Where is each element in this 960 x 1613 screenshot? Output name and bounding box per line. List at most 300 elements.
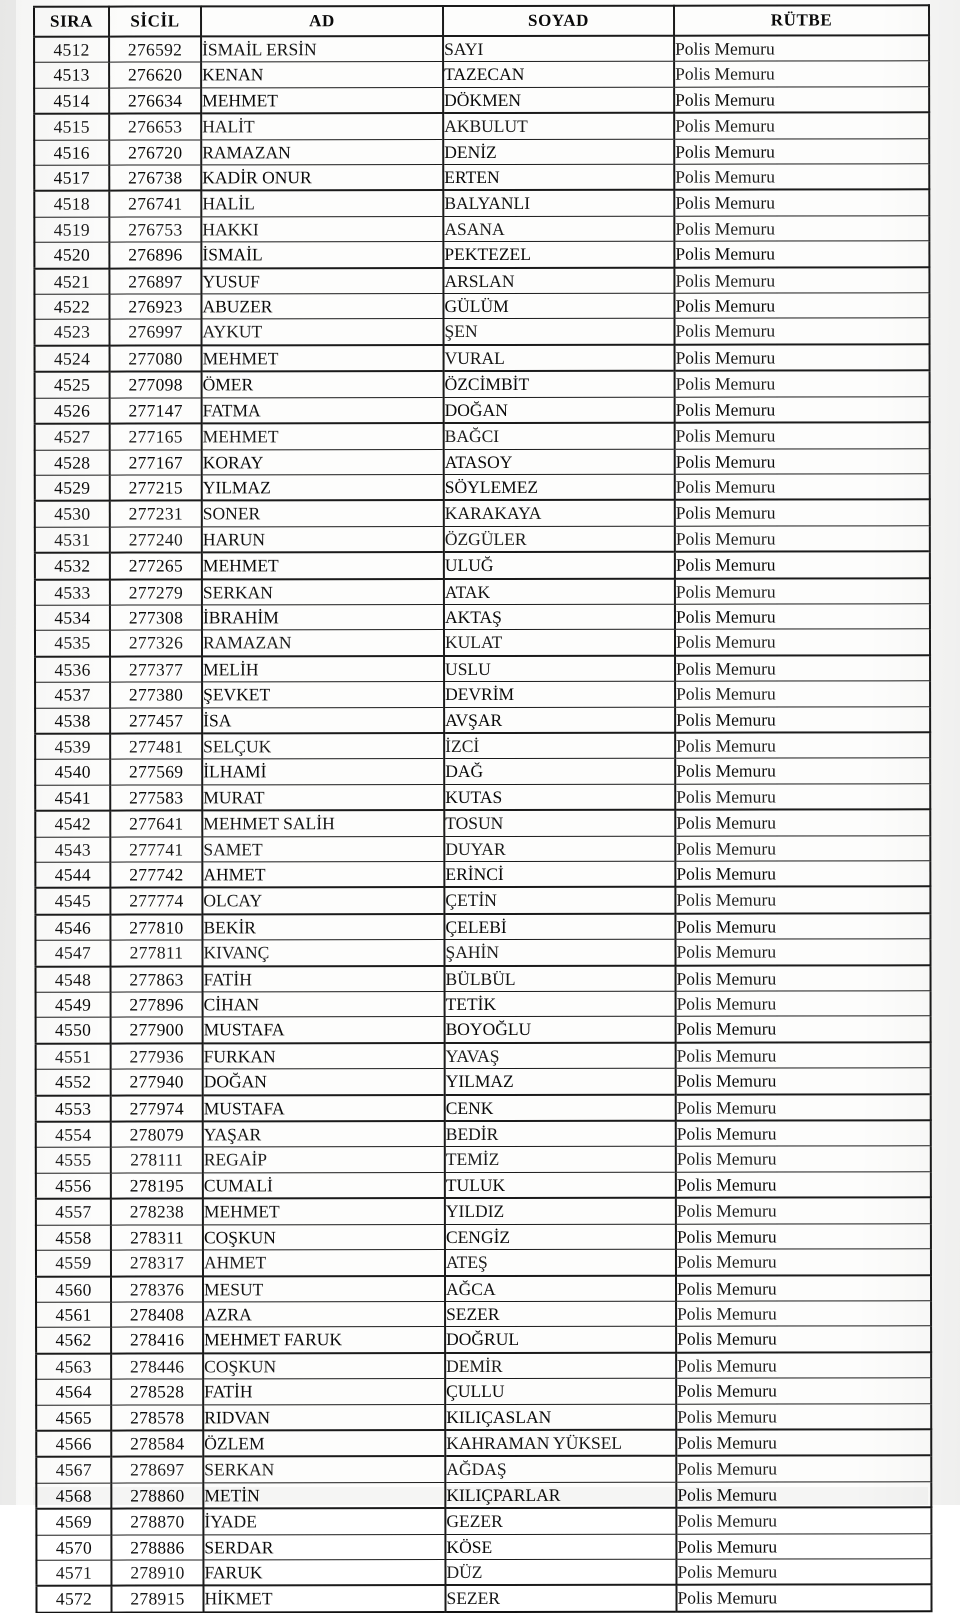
cell-ad: MEHMET [202, 423, 444, 449]
table-row [35, 861, 930, 888]
column-header-rutbe: RÜTBE [674, 5, 929, 35]
table-row [36, 1378, 931, 1405]
table-row [36, 1429, 931, 1457]
cell-sira: 4564 [36, 1379, 111, 1405]
cell-ad: İLHAMİ [202, 759, 444, 785]
cell-soyad: KILIÇPARLAR [445, 1482, 676, 1508]
cell-sira: 4515 [34, 114, 109, 140]
cell-sicil: 277569 [110, 759, 202, 785]
cell-rutbe: Polis Memuru [674, 267, 929, 293]
cell-sicil: 278446 [111, 1353, 203, 1379]
table-row [36, 1456, 931, 1483]
cell-rutbe: Polis Memuru [675, 474, 930, 500]
cell-sira: 4516 [34, 140, 109, 166]
cell-sira: 4572 [36, 1586, 111, 1613]
cell-ad: SERKAN [202, 579, 444, 605]
cell-rutbe: Polis Memuru [674, 87, 929, 113]
cell-ad: MESUT [203, 1276, 445, 1302]
cell-ad: DOĞAN [203, 1069, 445, 1095]
cell-rutbe: Polis Memuru [675, 913, 930, 939]
cell-rutbe: Polis Memuru [675, 604, 930, 630]
cell-rutbe: Polis Memuru [675, 371, 930, 397]
cell-ad: İSMAİL ERSİN [201, 36, 443, 62]
table-row [35, 578, 930, 605]
cell-soyad: TULUK [445, 1172, 676, 1198]
cell-ad: SAMET [202, 836, 444, 862]
cell-rutbe: Polis Memuru [675, 732, 930, 758]
cell-rutbe: Polis Memuru [675, 706, 930, 732]
cell-sira: 4568 [36, 1483, 111, 1509]
cell-rutbe: Polis Memuru [676, 1042, 931, 1068]
cell-soyad: DENİZ [443, 139, 674, 165]
cell-soyad: TEMİZ [445, 1147, 676, 1173]
cell-rutbe: Polis Memuru [676, 1533, 931, 1559]
cell-sicil: 276741 [109, 191, 201, 217]
cell-ad: REGAİP [203, 1147, 445, 1173]
cell-sicil: 278697 [111, 1457, 203, 1483]
table-row [36, 1507, 931, 1534]
cell-ad: MEHMET [203, 1198, 445, 1224]
cell-rutbe: Polis Memuru [676, 965, 931, 991]
table-row [35, 500, 930, 527]
cell-rutbe: Polis Memuru [676, 1249, 931, 1275]
cell-ad: ABUZER [201, 294, 443, 320]
cell-soyad: TOSUN [444, 810, 675, 836]
cell-sicil: 277165 [110, 424, 202, 450]
cell-soyad: ASANA [443, 216, 674, 242]
table-row [35, 758, 930, 785]
cell-sira: 4518 [34, 191, 109, 217]
cell-sicil: 278238 [111, 1199, 203, 1225]
cell-ad: HAKKI [201, 216, 443, 242]
cell-soyad: KILIÇASLAN [445, 1404, 676, 1430]
cell-sicil: 277308 [110, 605, 202, 631]
cell-sira: 4567 [36, 1457, 111, 1483]
cell-ad: MEHMET FARUK [203, 1327, 445, 1353]
cell-soyad: VURAL [444, 345, 675, 372]
cell-ad: RIDVAN [203, 1404, 445, 1430]
table-row [34, 138, 929, 165]
cell-soyad: AKTAŞ [444, 604, 675, 630]
cell-rutbe: Polis Memuru [676, 1120, 931, 1146]
table-row [34, 267, 929, 294]
table-row [35, 474, 930, 501]
table-row [34, 293, 929, 320]
table-row [36, 1326, 931, 1353]
table-row [34, 190, 929, 217]
cell-rutbe: Polis Memuru [675, 861, 930, 887]
cell-ad: FARUK [203, 1560, 445, 1586]
table-row [36, 1198, 931, 1225]
cell-sicil: 278079 [111, 1122, 203, 1148]
header-row [34, 5, 929, 36]
cell-soyad: DÖKMEN [443, 87, 674, 113]
cell-rutbe: Polis Memuru [676, 1172, 931, 1198]
cell-rutbe: Polis Memuru [675, 681, 930, 707]
cell-sicil: 278578 [111, 1404, 203, 1430]
table-row [34, 318, 929, 345]
cell-soyad: DÜZ [445, 1559, 676, 1585]
cell-soyad: DOĞRUL [445, 1327, 676, 1353]
cell-sira: 4538 [35, 708, 110, 734]
cell-sira: 4519 [34, 217, 109, 243]
cell-soyad: AKBULUT [443, 113, 674, 139]
cell-sira: 4548 [36, 966, 111, 992]
cell-ad: MEHMET [202, 552, 444, 579]
table-row [36, 1275, 931, 1302]
cell-sira: 4524 [35, 345, 110, 372]
cell-ad: RAMAZAN [201, 139, 443, 165]
cell-rutbe: Polis Memuru [675, 629, 930, 655]
cell-sicil: 278408 [111, 1302, 203, 1328]
table-row [36, 1352, 931, 1379]
cell-soyad: ATEŞ [445, 1249, 676, 1275]
table-row [36, 1559, 931, 1586]
cell-sira: 4560 [36, 1276, 111, 1302]
cell-sira: 4517 [34, 165, 109, 191]
cell-soyad: DAĞ [444, 759, 675, 785]
cell-ad: AHMET [203, 1250, 445, 1276]
cell-ad: COŞKUN [203, 1224, 445, 1250]
table-row [35, 706, 930, 733]
cell-sira: 4559 [36, 1250, 111, 1276]
cell-soyad: ÇELEBİ [444, 914, 675, 940]
cell-soyad: SEZER [445, 1585, 676, 1612]
cell-sira: 4558 [36, 1225, 111, 1251]
cell-sicil: 277774 [110, 888, 202, 915]
cell-rutbe: Polis Memuru [675, 655, 930, 681]
cell-sicil: 277900 [111, 1017, 203, 1043]
cell-soyad: DEVRİM [444, 681, 675, 707]
cell-sicil: 276753 [109, 217, 201, 243]
cell-soyad: BAĞCI [444, 423, 675, 449]
cell-sicil: 277863 [111, 966, 203, 992]
cell-sicil: 276720 [109, 140, 201, 166]
table-row [36, 1146, 931, 1173]
cell-sira: 4512 [34, 37, 109, 63]
cell-sicil: 277279 [110, 579, 202, 605]
cell-sira: 4550 [36, 1018, 111, 1044]
cell-rutbe: Polis Memuru [675, 758, 930, 784]
cell-sicil: 276738 [109, 165, 201, 191]
cell-sira: 4555 [36, 1148, 111, 1174]
cell-soyad: ERİNCİ [444, 861, 675, 887]
cell-soyad: ŞEN [443, 319, 674, 345]
cell-soyad: BALYANLI [443, 190, 674, 216]
cell-sira: 4554 [36, 1122, 111, 1148]
table-row [35, 887, 930, 915]
cell-sicil: 278376 [111, 1276, 203, 1302]
cell-rutbe: Polis Memuru [674, 113, 929, 139]
cell-sira: 4526 [35, 398, 110, 424]
table-row [36, 1120, 931, 1147]
cell-ad: MUSTAFA [203, 1095, 445, 1122]
cell-soyad: SÖYLEMEZ [444, 474, 675, 500]
cell-sicil: 277641 [110, 811, 202, 837]
table-row [36, 1301, 931, 1328]
cell-rutbe: Polis Memuru [674, 164, 929, 190]
table-row [35, 784, 930, 811]
cell-rutbe: Polis Memuru [675, 344, 930, 371]
cell-ad: MEHMET [202, 345, 444, 372]
cell-sira: 4552 [36, 1069, 111, 1095]
cell-sicil: 278311 [111, 1225, 203, 1251]
cell-ad: YAŞAR [203, 1121, 445, 1147]
cell-sicil: 277080 [110, 345, 202, 372]
cell-sicil: 276897 [109, 268, 201, 294]
cell-ad: CUMALİ [203, 1172, 445, 1198]
table-row [35, 629, 930, 656]
cell-ad: HARUN [202, 526, 444, 552]
cell-soyad: BÜLBÜL [445, 965, 676, 991]
personnel-roster-table [33, 4, 933, 1613]
cell-ad: HALİL [201, 190, 443, 216]
table-row [34, 113, 929, 140]
cell-ad: MURAT [202, 784, 444, 810]
cell-rutbe: Polis Memuru [674, 138, 929, 164]
cell-sicil: 276896 [109, 242, 201, 268]
cell-ad: SERDAR [203, 1534, 445, 1560]
cell-ad: KORAY [202, 449, 444, 475]
cell-sira: 4529 [35, 475, 110, 501]
cell-sicil: 278915 [111, 1586, 203, 1613]
cell-sira: 4539 [35, 734, 110, 760]
cell-rutbe: Polis Memuru [676, 1507, 931, 1533]
cell-sicil: 277377 [110, 656, 202, 682]
cell-sicil: 277742 [110, 862, 202, 888]
cell-sicil: 277380 [110, 682, 202, 708]
cell-soyad: YILMAZ [445, 1068, 676, 1094]
cell-sicil: 277896 [111, 992, 203, 1018]
cell-sicil: 278195 [111, 1173, 203, 1199]
cell-rutbe: Polis Memuru [674, 216, 929, 242]
cell-sira: 4533 [35, 579, 110, 605]
cell-ad: İSMAİL [201, 242, 443, 268]
cell-rutbe: Polis Memuru [675, 422, 930, 448]
cell-rutbe: Polis Memuru [676, 1352, 931, 1378]
table-row [35, 344, 930, 372]
cell-ad: OLCAY [202, 887, 444, 914]
cell-sira: 4537 [35, 682, 110, 708]
cell-sira: 4534 [35, 605, 110, 631]
cell-soyad: CENGİZ [445, 1224, 676, 1250]
cell-ad: YUSUF [201, 268, 443, 294]
cell-soyad: ULUĞ [444, 552, 675, 579]
column-header-sicil: SİCİL [109, 6, 201, 36]
cell-ad: KADİR ONUR [201, 165, 443, 191]
cell-ad: RAMAZAN [202, 630, 444, 656]
cell-rutbe: Polis Memuru [675, 784, 930, 810]
cell-sicil: 276634 [109, 88, 201, 114]
roster-table-container [33, 4, 931, 1613]
cell-sira: 4514 [34, 88, 109, 114]
cell-sicil: 277167 [110, 449, 202, 475]
table-row [36, 1042, 931, 1069]
cell-ad: FATİH [203, 1379, 445, 1405]
cell-soyad: SEZER [445, 1301, 676, 1327]
cell-rutbe: Polis Memuru [676, 1146, 931, 1172]
column-header-soyad: SOYAD [443, 6, 674, 36]
cell-ad: KIVANÇ [202, 940, 444, 966]
cell-ad: SERKAN [203, 1456, 445, 1482]
cell-ad: SELÇUK [202, 733, 444, 759]
cell-soyad: BOYOĞLU [445, 1017, 676, 1043]
cell-sira: 4535 [35, 630, 110, 656]
cell-sicil: 277215 [110, 475, 202, 501]
cell-sira: 4527 [35, 424, 110, 450]
cell-sicil: 278416 [111, 1327, 203, 1353]
cell-soyad: ERTEN [443, 164, 674, 190]
cell-sicil: 277240 [110, 527, 202, 553]
cell-sira: 4532 [35, 553, 110, 580]
cell-sicil: 277940 [111, 1069, 203, 1095]
table-row [35, 732, 930, 759]
cell-ad: YILMAZ [202, 474, 444, 500]
cell-soyad: ATASOY [444, 449, 675, 475]
cell-rutbe: Polis Memuru [676, 1198, 931, 1224]
cell-sira: 4565 [36, 1405, 111, 1431]
cell-rutbe: Polis Memuru [676, 1482, 931, 1508]
cell-sira: 4542 [35, 811, 110, 837]
cell-sira: 4530 [35, 501, 110, 527]
cell-sira: 4566 [36, 1431, 111, 1458]
cell-sicil: 278910 [111, 1560, 203, 1586]
cell-sira: 4522 [34, 294, 109, 320]
cell-soyad: DOĞAN [444, 397, 675, 423]
table-row [35, 809, 930, 836]
cell-sira: 4540 [35, 759, 110, 785]
cell-soyad: KAHRAMAN YÜKSEL [445, 1430, 676, 1457]
cell-sicil: 278860 [111, 1483, 203, 1509]
table-row [36, 1249, 931, 1276]
cell-sira: 4546 [35, 914, 110, 940]
cell-rutbe: Polis Memuru [675, 551, 930, 578]
cell-soyad: BEDİR [445, 1121, 676, 1147]
cell-rutbe: Polis Memuru [676, 1301, 931, 1327]
cell-ad: KENAN [201, 62, 443, 88]
cell-rutbe: Polis Memuru [676, 1275, 931, 1301]
cell-rutbe: Polis Memuru [676, 1016, 931, 1042]
cell-soyad: USLU [444, 655, 675, 681]
cell-ad: FURKAN [203, 1043, 445, 1069]
cell-rutbe: Polis Memuru [674, 61, 929, 87]
cell-sicil: 276923 [109, 294, 201, 320]
table-row [36, 1403, 931, 1430]
cell-sira: 4553 [36, 1095, 111, 1122]
cell-soyad: İZCİ [444, 733, 675, 759]
cell-rutbe: Polis Memuru [675, 448, 930, 474]
cell-soyad: PEKTEZEL [443, 241, 674, 267]
cell-soyad: KARAKAYA [444, 500, 675, 526]
cell-rutbe: Polis Memuru [674, 318, 929, 344]
table-body [34, 35, 931, 1612]
cell-rutbe: Polis Memuru [675, 835, 930, 861]
cell-soyad: DEMİR [445, 1352, 676, 1378]
cell-rutbe: Polis Memuru [676, 1378, 931, 1404]
cell-ad: SONER [202, 500, 444, 526]
table-row [35, 448, 930, 475]
cell-soyad: AĞDAŞ [445, 1456, 676, 1482]
cell-soyad: ÇULLU [445, 1378, 676, 1404]
cell-sira: 4520 [34, 242, 109, 268]
cell-rutbe: Polis Memuru [676, 991, 931, 1017]
cell-sira: 4549 [36, 992, 111, 1018]
cell-sicil: 278870 [111, 1509, 203, 1535]
cell-rutbe: Polis Memuru [676, 1094, 931, 1121]
cell-rutbe: Polis Memuru [675, 526, 930, 552]
table-row [36, 1585, 931, 1613]
table-row [35, 396, 930, 423]
cell-soyad: AĞCA [445, 1275, 676, 1301]
cell-ad: FATİH [203, 966, 445, 992]
table-row [34, 35, 929, 62]
cell-rutbe: Polis Memuru [676, 1403, 931, 1429]
cell-ad: ÖMER [202, 371, 444, 397]
table-row [34, 61, 929, 88]
table-header [34, 5, 929, 36]
cell-soyad: GEZER [445, 1508, 676, 1534]
cell-sira: 4561 [36, 1302, 111, 1328]
cell-rutbe: Polis Memuru [676, 1429, 931, 1456]
cell-sicil: 278886 [111, 1534, 203, 1560]
cell-rutbe: Polis Memuru [675, 396, 930, 422]
column-header-sira: SIRA [34, 7, 109, 37]
table-row [34, 87, 929, 114]
cell-soyad: DUYAR [444, 836, 675, 862]
cell-sira: 4543 [35, 837, 110, 863]
cell-soyad: TETİK [445, 991, 676, 1017]
cell-sira: 4547 [35, 940, 110, 966]
cell-ad: İSA [202, 707, 444, 733]
table-row [35, 655, 930, 682]
cell-sicil: 277098 [110, 372, 202, 398]
cell-soyad: YAVAŞ [445, 1043, 676, 1069]
column-header-ad: AD [201, 6, 443, 36]
cell-sicil: 276997 [109, 319, 201, 345]
cell-rutbe: Polis Memuru [674, 241, 929, 267]
cell-ad: CİHAN [203, 992, 445, 1018]
cell-sicil: 277326 [110, 630, 202, 656]
cell-sicil: 277741 [110, 837, 202, 863]
cell-rutbe: Polis Memuru [674, 35, 929, 61]
table-row [35, 939, 930, 966]
table-row [35, 371, 930, 398]
cell-soyad: KUTAS [444, 784, 675, 810]
cell-ad: AHMET [202, 862, 444, 888]
cell-soyad: ÖZCİMBİT [444, 371, 675, 397]
table-row [35, 913, 930, 940]
cell-ad: AZRA [203, 1301, 445, 1327]
cell-ad: HALİT [201, 113, 443, 139]
cell-sira: 4562 [36, 1327, 111, 1353]
cell-sicil: 278111 [111, 1147, 203, 1173]
cell-ad: MELİH [202, 656, 444, 682]
cell-rutbe: Polis Memuru [676, 1559, 931, 1585]
cell-soyad: CENK [445, 1094, 676, 1121]
cell-sicil: 277231 [110, 501, 202, 527]
cell-sicil: 276653 [109, 114, 201, 140]
cell-soyad: ÇETİN [444, 887, 675, 914]
cell-sicil: 277811 [110, 940, 202, 966]
table-row [36, 1094, 931, 1122]
cell-rutbe: Polis Memuru [675, 939, 930, 965]
table-row [35, 422, 930, 449]
table-row [34, 164, 929, 191]
cell-rutbe: Polis Memuru [676, 1068, 931, 1094]
cell-sicil: 277810 [110, 914, 202, 940]
table-row [35, 551, 930, 579]
table-row [36, 991, 931, 1018]
